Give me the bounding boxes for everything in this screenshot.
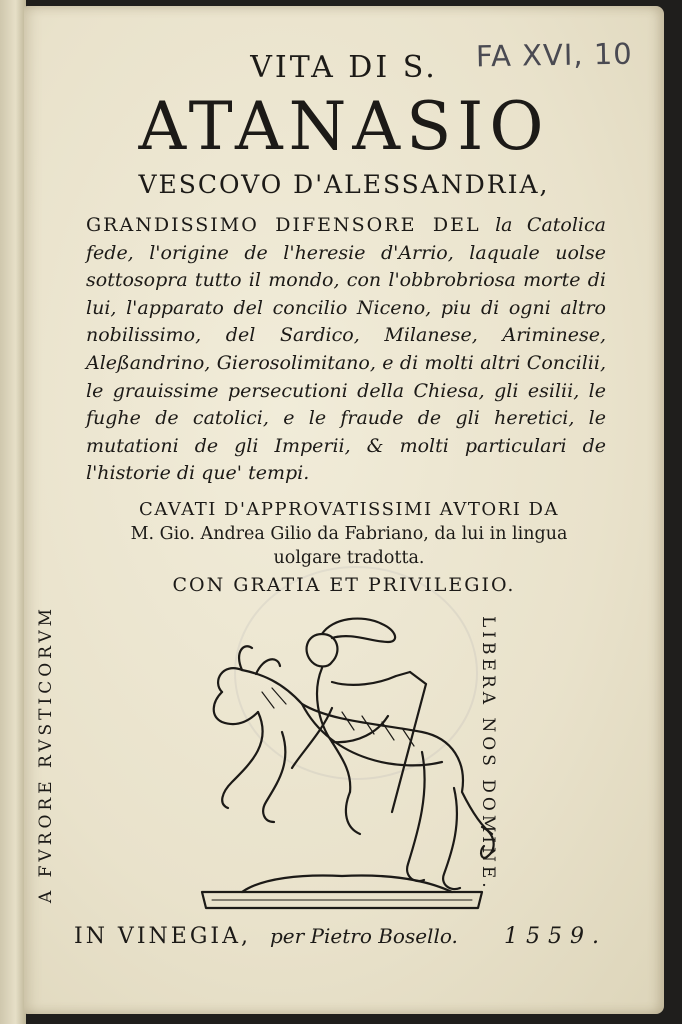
translator-statement-line-2: M. Gio. Andrea Gilio da Fabriano, da lui in lingua: [130, 524, 568, 544]
imprint-publisher: per Pietro Bosello.: [269, 924, 458, 948]
description-lead: GRANDISSIMO DIFENSORE DEL: [86, 214, 481, 236]
translator-statement: [84, 498, 614, 570]
woodcut-motto-left: A FVRORE RVSTICORVM: [36, 604, 56, 904]
title-page: [24, 6, 664, 1014]
imprint-city: IN VINEGIA,: [74, 924, 251, 949]
title-line-3: VESCOVO D'ALESSANDRIA,: [138, 170, 550, 199]
translator-statement-caps: CAVATI D'APPROVATISSIMI AVTORI DA: [139, 499, 559, 520]
previous-leaf-edge: [0, 0, 26, 1024]
imprint-line: [74, 924, 614, 949]
handwritten-shelfmark: FA XVI, 10: [475, 36, 633, 74]
printer-device-woodcut: [182, 612, 502, 922]
description-body: la Catolica fede, l'origine de l'heresie d'Arrio, laquale uolse sottosopra tutto il mondo, con l'obbrobriosa morte di lui, l'apparato del concilio Niceno, piu di ogni altro nobilissimo, del Sardico, Milanese, Ariminese, Aleßandrino, Gierosolimitano, e di molti altri Concilii, le grauissime persecutioni della Chiesa, gli esilii, le fughe de catolici, e le fraude de gli heretici, le mutationi de gli Imperii, & molti particulari de l'historie di que' tempi.: [86, 214, 606, 485]
translator-statement-line-3: uolgare tradotta.: [273, 548, 425, 568]
imprint-year: 1559.: [504, 924, 607, 949]
title-description: [86, 212, 606, 488]
privilege-line: CON GRATIA ET PRIVILEGIO.: [172, 574, 516, 596]
title-line-1: VITA DI S.: [250, 50, 438, 85]
woodcut-motto-right: LIBERA NOS DOMINE.: [478, 616, 498, 892]
title-line-2: ATANASIO: [138, 88, 550, 165]
